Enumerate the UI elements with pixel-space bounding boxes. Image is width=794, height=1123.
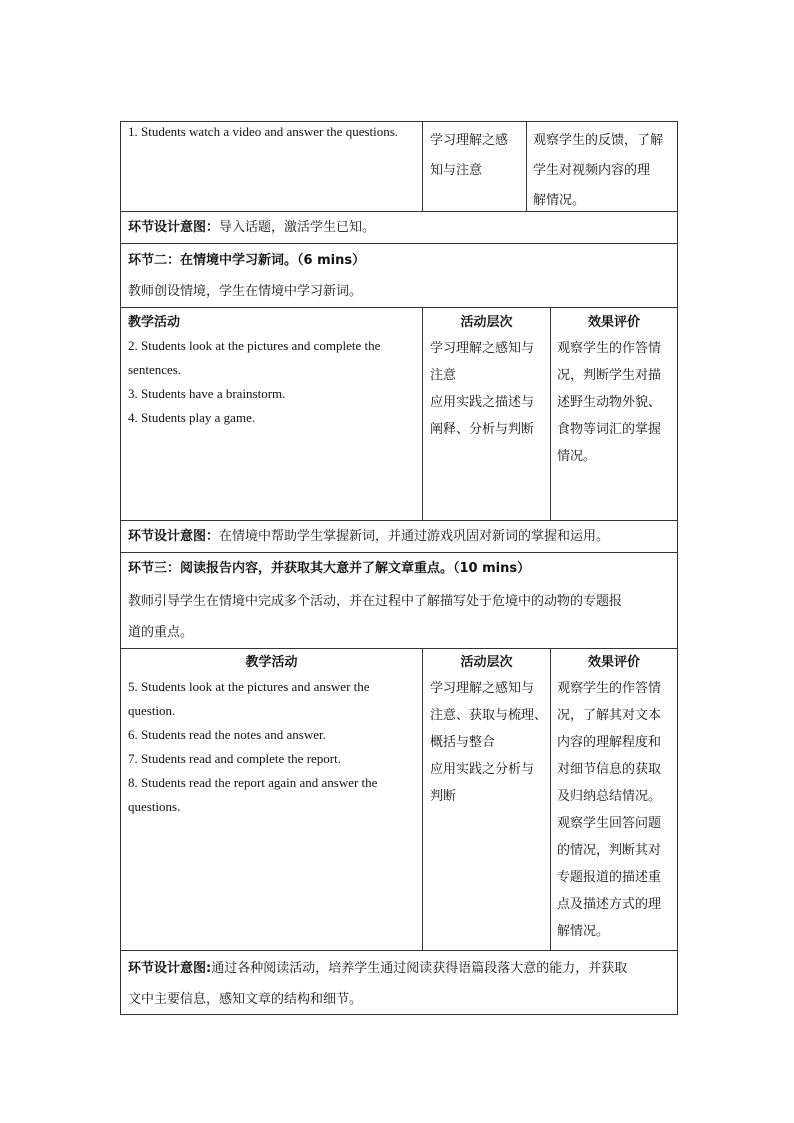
eval-line: 的情况，判断其对 (557, 843, 662, 858)
eval-line: 对细节信息的获取 (557, 762, 662, 777)
eval-line: 述野生动物外貌、 (557, 395, 662, 410)
intro-line: 教师引导学生在情境中完成多个活动，并在过程中了解描写处于危境中的动物的专题报 (128, 594, 623, 609)
intent-label: 环节设计意图： (128, 529, 220, 544)
eval-line: 专题报道的描述重 (557, 870, 662, 885)
level-line: 学习理解之感知与 (430, 681, 535, 696)
design-intent (128, 953, 673, 1015)
col-header-eval: 效果评价 (587, 315, 640, 330)
eval-line: 点及描述方式的理 (557, 897, 662, 912)
divider (422, 121, 423, 212)
col-header-activity: 教学活动 (245, 655, 298, 670)
effect-evaluation (533, 126, 675, 216)
effect-evaluation (557, 675, 675, 945)
section-heading: 环节三：阅读报告内容，并获取其大意并了解文章重点。（10 mins） (128, 561, 531, 576)
divider (120, 520, 678, 521)
level-line: 注意 (430, 368, 457, 383)
design-intent (128, 523, 673, 550)
intent-label: 环节设计意图： (128, 220, 220, 235)
activity-level (430, 335, 548, 443)
col-header-eval: 效果评价 (587, 655, 640, 670)
level-line: 知与注意 (430, 163, 483, 178)
activity-item: 1. Students watch a video and answer the questions. (128, 124, 399, 139)
level-line: 注意、获取与梳理、 (430, 708, 548, 723)
level-line: 应用实践之描述与 (430, 395, 535, 410)
level-line: 学习理解之感知与 (430, 341, 535, 356)
intent-text: 导入话题，激活学生已知。 (219, 220, 376, 235)
divider (550, 307, 551, 520)
eval-line: 观察学生的作答情 (557, 681, 662, 696)
activity-level (430, 675, 548, 810)
divider (422, 307, 423, 520)
activity-list (128, 334, 420, 430)
activity-item: 8. Students read the report again and answer the (128, 775, 378, 790)
divider (120, 243, 678, 244)
col-header-level: 活动层次 (460, 315, 513, 330)
divider (120, 950, 678, 951)
divider (120, 552, 678, 553)
divider (526, 121, 527, 212)
activity-item: 2. Students look at the pictures and complete the (128, 338, 381, 353)
effect-evaluation (557, 335, 675, 470)
activity-item: question. (128, 703, 176, 718)
intent-text: 通过各种阅读活动，培养学生通过阅读获得语篇段落大意的能力，并获取 (211, 961, 628, 976)
activity-item: 5. Students look at the pictures and answer the (128, 679, 370, 694)
activity-list (128, 120, 420, 144)
col-header-level: 活动层次 (460, 655, 513, 670)
eval-line: 及归纳总结情况。 (557, 789, 662, 804)
divider (120, 307, 678, 308)
eval-line: 解情况。 (557, 924, 610, 939)
activity-item: questions. (128, 799, 181, 814)
divider (422, 648, 423, 950)
activity-item: 6. Students read the notes and answer. (128, 727, 326, 742)
intent-text: 文中主要信息，感知文章的结构和细节。 (128, 992, 363, 1007)
intent-text: 在情境中帮助学生掌握新词，并通过游戏巩固对新词的掌握和运用。 (219, 529, 610, 544)
level-line: 阐释、分析与判断 (430, 422, 535, 437)
eval-line: 观察学生回答问题 (557, 816, 662, 831)
design-intent (128, 214, 673, 241)
level-line: 概括与整合 (430, 735, 496, 750)
level-line: 应用实践之分析与 (430, 762, 535, 777)
eval-line: 学生对视频内容的理 (533, 163, 651, 178)
section-intro: 教师创设情境，学生在情境中学习新词。 (128, 284, 363, 299)
eval-line: 解情况。 (533, 193, 586, 208)
col-header-activity: 教学活动 (128, 315, 181, 330)
divider (550, 648, 551, 950)
intro-line: 道的重点。 (128, 625, 194, 640)
level-line: 学习理解之感 (430, 133, 509, 148)
eval-line: 况，了解其对文本 (557, 708, 662, 723)
section-intro (128, 586, 673, 648)
level-line: 判断 (430, 789, 457, 804)
activity-item: 3. Students have a brainstorm. (128, 386, 286, 401)
activity-item: 7. Students read and complete the report. (128, 751, 341, 766)
eval-line: 情况。 (557, 449, 597, 464)
eval-line: 食物等词汇的掌握 (557, 422, 662, 437)
eval-line: 观察学生的作答情 (557, 341, 662, 356)
activity-list (128, 675, 420, 819)
section-heading: 环节二：在情境中学习新词。（6 mins） (128, 253, 366, 268)
eval-line: 况，判断学生对描 (557, 368, 662, 383)
eval-line: 内容的理解程度和 (557, 735, 662, 750)
intent-label: 环节设计意图: (128, 961, 212, 976)
activity-item: 4. Students play a game. (128, 410, 256, 425)
activity-level (430, 126, 522, 186)
activity-item: sentences. (128, 362, 182, 377)
eval-line: 观察学生的反馈，了解 (533, 133, 664, 148)
